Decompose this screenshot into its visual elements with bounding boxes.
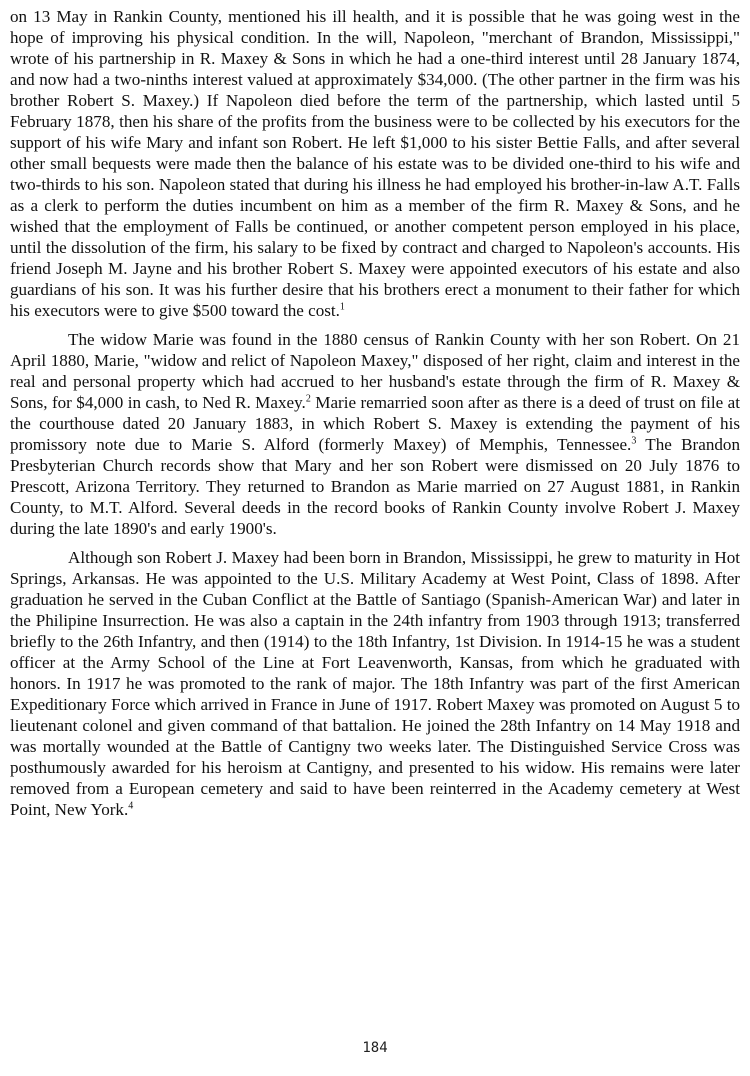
paragraph-widow-text-2: Marie remarried soon after as there is a deed of trust on file at the courthouse dated 20 January 1883, in which Robert S. Maxey is extending the payment of his promissory note due to Marie S. Alford (formerly Maxey) of Memphis, Tennessee. [10, 393, 740, 454]
paragraph-robert-text: Although son Robert J. Maxey had been born in Brandon, Mississippi, he grew to maturity in Hot Springs, Arkansas. He was appointed to the U.S. Military Academy at West Point, Class of 1898. After graduation he served in the Cuban Conflict at the Battle of Santiago (Spanish-American War) and later in the Philipine Insurrection. He was also a captain in the 24th infantry from 1903 through 1913; transferred briefly to the 26th Infantry, and then (1914) to the 18th Infantry, 1st Division. In 1914-15 he was a student officer at the Army School of the Line at Fort Leavenworth, Kansas, from which he graduated with honors. In 1917 he was promoted to the rank of major. The 18th Infantry was part of the first American Expeditionary Force which arrived in France in June of 1917. Robert Maxey was promoted on August 5 to lieutenant colonel and given command of that battalion. He joined the 28th Infantry on 14 May 1918 and was mortally wounded at the Battle of Cantigny two weeks later. The Distinguished Service Cross was posthumously awarded for his heroism at Cantigny, and presented to his widow. His remains were later removed from a European cemetery and said to have been reinterred in the Academy cemetery at West Point, New York. [10, 548, 740, 819]
paragraph-robert [10, 547, 740, 820]
document-page [10, 6, 740, 828]
paragraph-will-text: on 13 May in Rankin County, mentioned his ill health, and it is possible that he was going west in the hope of improving his physical condition. In the will, Napoleon, "merchant of Brandon, Mississippi," wrote of his partnership in R. Maxey & Sons in which he had a one-third interest until 28 January 1874, and now had a two-ninths interest valued at approximately $34,000. (The other partner in the firm was his brother Robert S. Maxey.) If Napoleon died before the term of the partnership, which lasted until 5 February 1878, then his share of the profits from the business were to be collected by his executors for the support of his wife Mary and infant son Robert. He left $1,000 to his sister Bettie Falls, and after several other small bequests were made then the balance of his estate was to be divided one-third to his wife and two-thirds to his son. Napoleon stated that during his illness he had employed his brother-in-law A.T. Falls as a clerk to perform the duties incumbent on him as a member of the firm R. Maxey & Sons, and he wished that the employment of Falls be continued, or another competent person employed in his place, until the dissolution of the firm, his salary to be fixed by contract and charged to Napoleon's accounts. His friend Joseph M. Jayne and his brother Robert S. Maxey were appointed executors of his estate and also guardians of his son. It was his further desire that his brothers erect a monument to their father for which his executors were to give $500 toward the cost. [10, 7, 740, 320]
page-number: 184 [362, 1040, 388, 1056]
footnote-ref-3: 3 [631, 435, 637, 447]
footnote-ref-4: 4 [128, 800, 134, 812]
paragraph-will [10, 6, 740, 321]
footnote-ref-1: 1 [339, 301, 345, 313]
paragraph-widow-text-1: The widow Marie was found in the 1880 census of Rankin County with her son Robert. On 21 April 1880, Marie, "widow and relict of Napoleon Maxey," disposed of her right, claim and interest in the real and personal property which had accrued to her husband's estate through the firm of R. Maxey & Sons, for $4,000 in cash, to Ned R. Maxey. [10, 330, 740, 412]
paragraph-widow [10, 329, 740, 539]
footnote-ref-2: 2 [305, 393, 311, 405]
paragraph-widow-text-3: The Brandon Presbyterian Church records show that Mary and her son Robert were dismissed on 20 July 1876 to Prescott, Arizona Territory. They returned to Brandon as Marie married on 27 August 1881, in Rankin County, to M.T. Alford. Several deeds in the record books of Rankin County involve Robert J. Maxey during the late 1890's and early 1900's. [10, 435, 741, 538]
